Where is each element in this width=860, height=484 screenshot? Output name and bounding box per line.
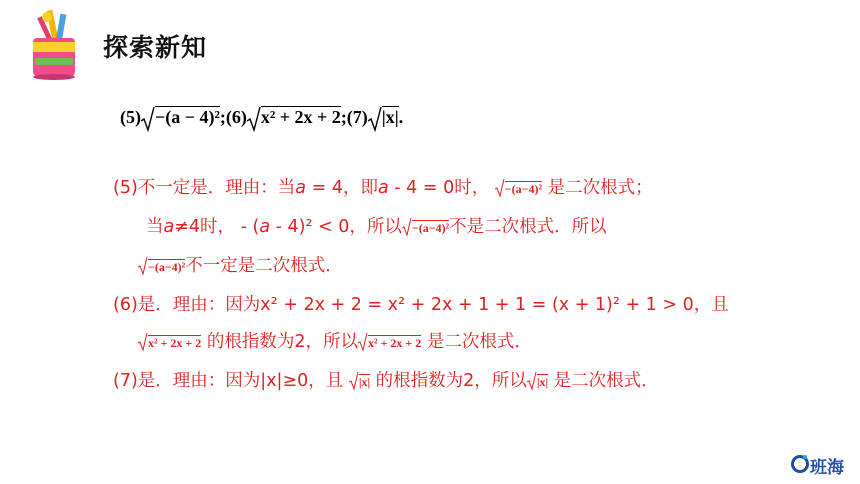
- answer-text: (7)是．理由：因为: [113, 371, 261, 391]
- radicand-6: x² + 2x + 2: [260, 107, 341, 128]
- answer-5-line-1: [113, 174, 653, 199]
- answer-text: 不一定是二次根式．: [185, 256, 343, 276]
- radical-icon: [402, 217, 412, 237]
- radical-icon: [358, 332, 368, 352]
- answer-text: 不是二次根式．所以: [449, 217, 607, 237]
- answer-text: (6)是．理由：因为: [113, 295, 261, 315]
- answer-5-line-3: [138, 252, 343, 277]
- answer-6-line-2: [138, 328, 532, 353]
- pencil-cup-icon: [25, 8, 83, 82]
- variable: a: [163, 217, 175, 237]
- radical-icon: [138, 332, 148, 352]
- radicand: |x|: [536, 375, 549, 389]
- answer-6-line-1: [113, 291, 729, 316]
- o-logo-icon: [790, 452, 810, 474]
- radical-icon: [495, 178, 505, 198]
- problem-end: .: [398, 107, 404, 128]
- answer-text: - 4)² < 0，所以: [270, 217, 402, 237]
- answer-text: 的根指数为2，所以: [201, 332, 358, 352]
- radicand: |x|: [358, 375, 371, 389]
- header: [25, 8, 245, 82]
- problem-label-5: (5): [120, 107, 141, 128]
- answer-7-line-1: [113, 367, 659, 392]
- answer-text: 的根指数为2，所以: [370, 371, 527, 391]
- radicand: x² + 2x + 2: [367, 336, 422, 350]
- answer-text: = 4，即: [306, 178, 378, 198]
- answer-text: 是二次根式．: [548, 371, 659, 391]
- logo-text: 班海: [810, 458, 844, 478]
- answer-text: |x|≥0，且: [260, 371, 349, 391]
- answer-text: - 4 = 0时，: [388, 178, 490, 198]
- answer-5-line-2: [146, 213, 607, 238]
- variable: a: [295, 178, 307, 198]
- page-title: 探索新知: [103, 33, 208, 62]
- radical-icon: [527, 371, 537, 391]
- radicand: −(a−4)²: [504, 182, 543, 196]
- problem-statement: [120, 106, 403, 132]
- problem-label-6: ;(6): [219, 107, 247, 128]
- radicand: x² + 2x + 2: [148, 336, 202, 350]
- answer-text: (5)不一定是．理由：当: [113, 178, 296, 198]
- radical-icon: [368, 106, 382, 132]
- answer-text: x² + 2x + 2 = x² + 2x + 1 + 1 = (x + 1)² + 1 > 0，且: [260, 295, 729, 315]
- answer-text: 是二次根式；: [547, 178, 653, 198]
- radicand: −(a−4)²: [148, 260, 186, 274]
- variable: a: [259, 217, 271, 237]
- variable: a: [377, 178, 389, 198]
- answer-text: 是二次根式．: [421, 332, 532, 352]
- radical-icon: [141, 106, 155, 132]
- answer-text: ≠4时， - (: [174, 217, 260, 237]
- answer-text: 当: [146, 217, 164, 237]
- problem-label-7: ;(7): [340, 107, 368, 128]
- radical-icon: [138, 256, 148, 276]
- brand-logo: [790, 452, 850, 476]
- radical-icon: [349, 371, 359, 391]
- radicand-5: −(a − 4)²: [155, 107, 220, 128]
- radicand-7: |x|: [381, 107, 399, 128]
- radicand: −(a−4)²: [411, 221, 450, 235]
- radical-icon: [247, 106, 261, 132]
